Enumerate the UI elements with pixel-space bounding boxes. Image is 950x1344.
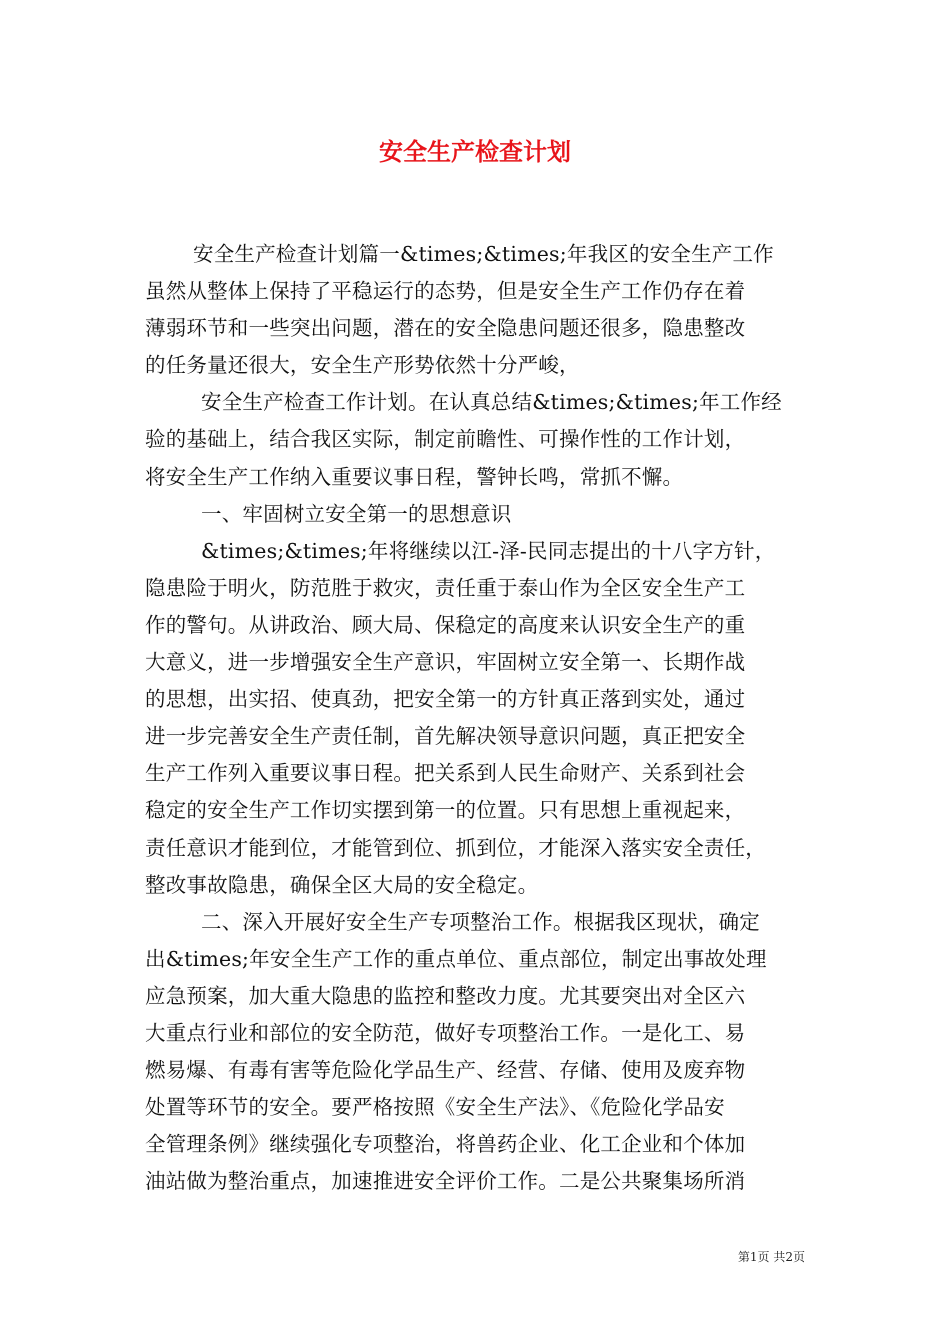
- text-line: 大重点行业和部位的安全防范，做好专项整治工作。一是化工、易: [145, 1020, 746, 1045]
- text-line: 的任务量还很大，安全生产形势依然十分严峻，: [145, 353, 580, 378]
- text-line: 处置等环节的安全。要严格按照《安全生产法》、《危险化学品安: [145, 1095, 725, 1120]
- paragraph-4: [145, 904, 810, 1201]
- paragraph-2: [145, 384, 810, 495]
- text-line: 的思想，出实招、使真劲，把安全第一的方针真正落到实处，通过: [145, 687, 746, 712]
- text-line: 燃易爆、有毒有害等危险化学品生产、经营、存储、使用及废弃物: [145, 1058, 746, 1083]
- text-line: 二、深入开展好安全生产专项整治工作。根据我区现状，确定: [201, 909, 760, 934]
- paragraph-3: [145, 533, 810, 904]
- text-line: 进一步完善安全生产责任制，首先解决领导意识问题，真正把安全: [145, 724, 746, 749]
- text-line: 隐患险于明火，防范胜于救灾，责任重于泰山作为全区安全生产工: [145, 575, 746, 600]
- document-body: [145, 236, 810, 1200]
- text-line: 大意义，进一步增强安全生产意识，牢固树立安全第一、长期作战: [145, 650, 746, 675]
- text-line: 一、牢固树立安全第一的思想意识: [201, 501, 512, 526]
- text-line: 生产工作列入重要议事日程。把关系到人民生命财产、关系到社会: [145, 761, 746, 786]
- text-line: 责任意识才能到位，才能管到位、抓到位，才能深入落实安全责任，: [145, 835, 766, 860]
- text-line: 安全生产检查计划篇一&times;&times;年我区的安全生产工作: [193, 242, 774, 266]
- page-number: 第1页 共2页: [737, 1250, 805, 1264]
- text-line: 应急预案，加大重大隐患的监控和整改力度。尤其要突出对全区六: [145, 983, 746, 1008]
- text-line: 稳定的安全生产工作切实摆到第一的位置。只有思想上重视起来，: [145, 798, 746, 823]
- text-line: &times;&times;年将继续以江-泽-民同志提出的十八字方针，: [201, 538, 776, 563]
- section-heading-1: [145, 496, 810, 533]
- text-line: 全管理条例》继续强化专项整治，将兽药企业、化工企业和个体加: [145, 1132, 746, 1157]
- text-line: 虽然从整体上保持了平稳运行的态势，但是安全生产工作仍存在着: [145, 279, 746, 304]
- text-line: 安全生产检查工作计划。在认真总结&times;&times;年工作经: [201, 390, 782, 415]
- paragraph-1: [145, 236, 810, 384]
- text-line: 出&times;年安全生产工作的重点单位、重点部位，制定出事故处理: [145, 946, 767, 971]
- text-line: 将安全生产工作纳入重要议事日程，警钟长鸣，常抓不懈。: [145, 464, 684, 489]
- text-line: 薄弱环节和一些突出问题，潜在的安全隐患问题还很多，隐患整改: [145, 316, 746, 341]
- text-line: 验的基础上，结合我区实际，制定前瞻性、可操作性的工作计划，: [145, 427, 746, 452]
- text-line: 整改事故隐患，确保全区大局的安全稳定。: [145, 872, 539, 897]
- text-line: 油站做为整治重点，加速推进安全评价工作。二是公共聚集场所消: [145, 1169, 746, 1194]
- text-line: 作的警句。从讲政治、顾大局、保稳定的高度来认识安全生产的重: [145, 612, 746, 637]
- document-title: 安全生产检查计划: [379, 137, 571, 166]
